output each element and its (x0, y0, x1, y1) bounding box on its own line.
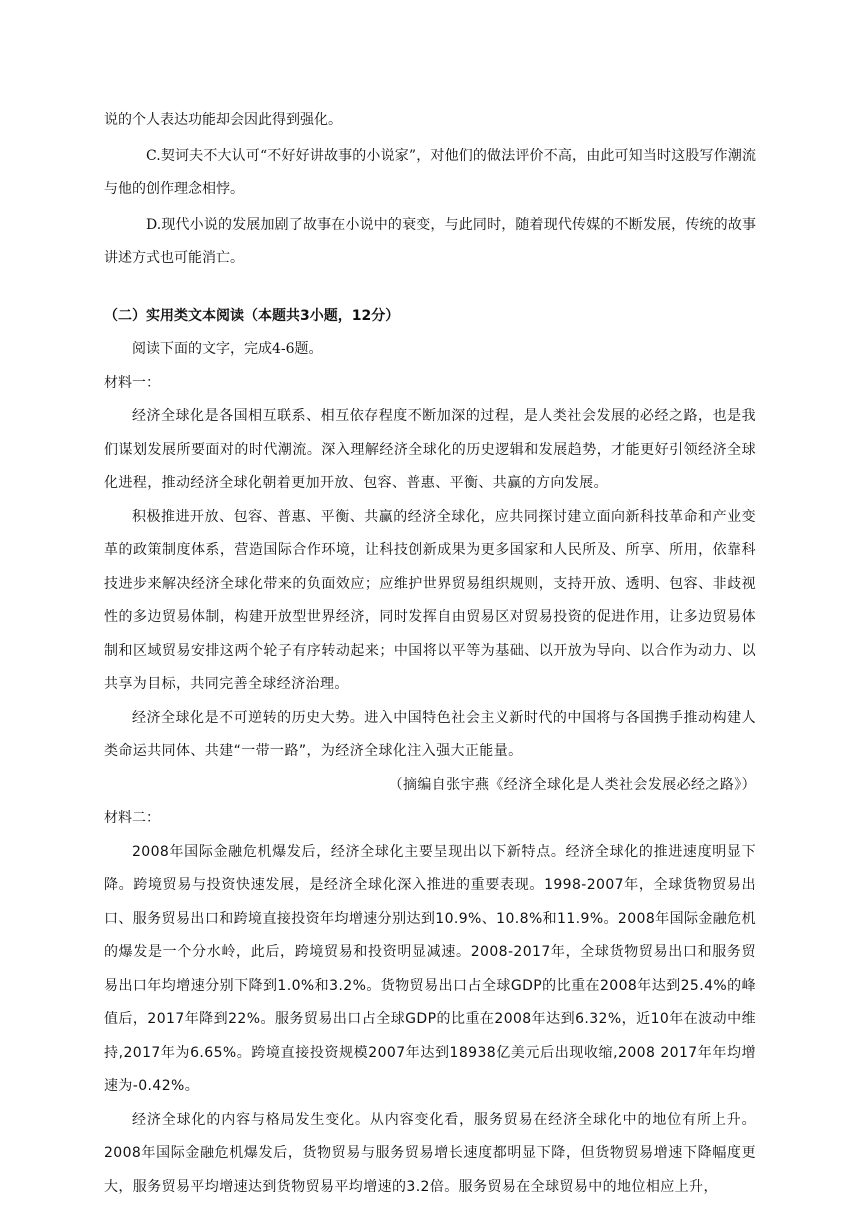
section-title: （二）实用类文本阅读（本题共3小题，12分） (104, 307, 400, 324)
material-2-label: 材料二： (104, 810, 160, 826)
continued-line: 说的个人表达功能却会因此得到强化。 (104, 112, 342, 128)
instruction: 阅读下面的文字，完成4-6题。 (132, 341, 323, 357)
material-2-paragraph-1: 2008年国际金融危机爆发后，经济全球化主要呈现出以下新特点。经济全球化的推进速度明显下降。跨境贸易与投资快速发展，是经济全球化深入推进的重要表现。1998-2007年，全球货物贸易出口、服务贸易出口和跨境直接投资年均增速分别达到10.9%、10.8%和11.9%。2008年国际金融危机的爆发是一个分水岭，此后，跨境贸易和投资明显减速。2008-2017年，全球货物贸易出口和服务贸易出口年均增速分别下降到1.0%和3.2%。货物贸易出口占全球GDP的比重在2008年达到25.4%的峰值后，2017年降到22%。服务贸易出口占全球GDP的比重在2008年达到6.32%，近10年在波动中维持,2017年为6.65%。跨境直接投资规模2007年达到18938亿美元后出现收缩,2008 2017年年均增速为-0.42%。 (104, 843, 756, 1094)
material-1-paragraph-2: 积极推进开放、包容、普惠、平衡、共赢的经济全球化，应共同探讨建立面向新科技革命和产业变革的政策制度体系，营造国际合作环境，让科技创新成果为更多国家和人民所及、所享、所用，依靠科技进步来解决经济全球化带来的负面效应；应维护世界贸易组织规则，支持开放、透明、包容、非歧视性的多边贸易体制，构建开放型世界经济，同时发挥自由贸易区对贸易投资的促进作用，让多边贸易体制和区域贸易安排这两个轮子有序转动起来；中国将以平等为基础、以开放为导向、以合作为动力、以共享为目标，共同完善全球经济治理。 (104, 508, 756, 692)
material-1-paragraph-3: 经济全球化是不可逆转的历史大势。进入中国特色社会主义新时代的中国将与各国携手推动构建人类命运共同体、共建“一带一路”，为经济全球化注入强大正能量。 (104, 709, 756, 759)
material-1-label: 材料一： (104, 374, 160, 391)
document-page (104, 104, 756, 1204)
option-d: D.现代小说的发展加剧了故事在小说中的衰变，与此同时，随着现代传媒的不断发展，传统的故事讲述方式也可能消亡。 (104, 216, 756, 266)
material-1-paragraph-1: 经济全球化是各国相互联系、相互依存程度不断加深的过程，是人类社会发展的必经之路，也是我们谋划发展所要面对的时代潮流。深入理解经济全球化的历史逻辑和发展趋势，才能更好引领经济全球化进程，推动经济全球化朝着更加开放、包容、普惠、平衡、共赢的方向发展。 (104, 408, 756, 491)
option-c: C.契诃夫不大认可“不好好讲故事的小说家”，对他们的做法评价不高，由此可知当时这股写作潮流与他的创作理念相悖。 (104, 147, 756, 197)
material-2-paragraph-2: 经济全球化的内容与格局发生变化。从内容变化看，服务贸易在经济全球化中的地位有所上升。2008年国际金融危机爆发后，货物贸易与服务贸易增长速度都明显下降，但货物贸易增速下降幅度更大，服务贸易平均增速达到货物贸易平均增速的3.2倍。服务贸易在全球贸易中的地位相应上升， (104, 1111, 756, 1195)
material-1-source: （摘编自张宇燕《经济全球化是人类社会发展必经之路》） (388, 776, 756, 793)
